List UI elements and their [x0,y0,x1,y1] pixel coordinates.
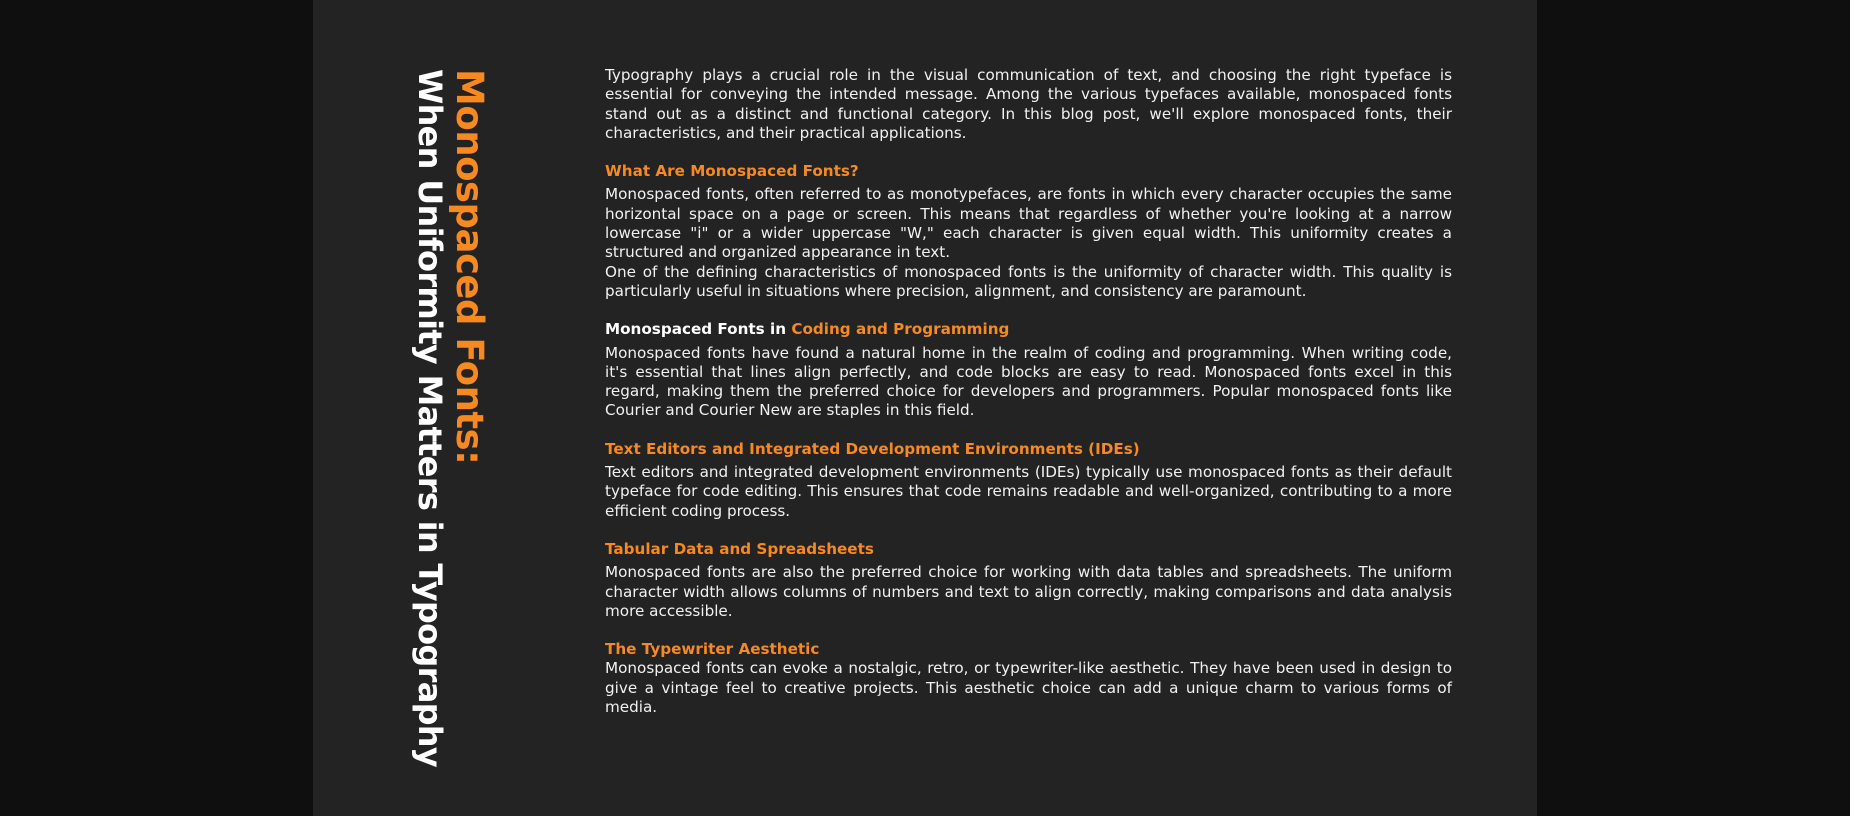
title-line-1: Monospaced Fonts: [448,69,491,465]
vertical-title [409,69,491,768]
section-tabular-data [605,540,1452,621]
section-heading: The Typewriter Aesthetic [605,640,820,659]
section-paragraph: Text editors and integrated development environments (IDEs) typically use monospaced fonts as their default typeface for code editing. This ensures that code remains readable and well-organized, contributing to a more efficient coding process. [605,463,1452,520]
section-heading: What Are Monospaced Fonts? [605,162,859,181]
section-heading-highlight: Coding and Programming [791,320,1010,339]
section-paragraph: Monospaced fonts, often referred to as monotypefaces, are fonts in which every character occupies the same horizontal space on a page or screen. This means that regardless of whether you're looking at a narrow lowercase "i" or a wider uppercase "W," each character is given equal width. This uniformity creates a structured and organized appearance in text. [605,185,1452,262]
vertical-title-text [411,69,489,767]
section-paragraph: One of the defining characteristics of monospaced fonts is the uniformity of character width. This quality is particularly useful in situations where precision, alignment, and consistency are paramount. [605,262,1452,300]
section-heading: Text Editors and Integrated Development Environments (IDEs) [605,439,1140,458]
section-text-editors-ides [605,440,1452,521]
section-heading-prefix: Monospaced Fonts in [605,320,792,339]
title-line-2: When Uniformity Matters in Typography [411,69,449,768]
intro-paragraph: Typography plays a crucial role in the visual communication of text, and choosing the right typeface is essential for conveying the intended message. Among the various typefaces available, monospaced fonts stand out as a distinct and functional category. In this blog post, we'll explore monospaced fonts, their characteristics, and their practical applications. [605,66,1452,142]
section-paragraph: Monospaced fonts have found a natural home in the realm of coding and programming. When writing code, it's essential that lines align perfectly, and code blocks are easy to read. Monospaced fonts excel in this regard, making them the preferred choice for developers and programmers. Popular monospaced fonts like Courier and Courier New are staples in this field. [605,343,1452,420]
article-content [605,66,1452,717]
section-typewriter-aesthetic [605,640,1452,717]
section-what-are-monospaced-fonts [605,162,1452,301]
section-heading: Tabular Data and Spreadsheets [605,539,874,558]
section-paragraph: Monospaced fonts can evoke a nostalgic, retro, or typewriter-like aesthetic. They have been used in design to give a vintage feel to creative projects. This aesthetic choice can add a unique charm to various forms of media. [605,659,1452,717]
section-paragraph: Monospaced fonts are also the preferred choice for working with data tables and spreadsheets. The uniform character width allows columns of numbers and text to align correctly, making comparisons and data analysis more accessible. [605,563,1452,620]
section-coding-and-programming [605,320,1452,420]
section-heading [605,320,1452,339]
